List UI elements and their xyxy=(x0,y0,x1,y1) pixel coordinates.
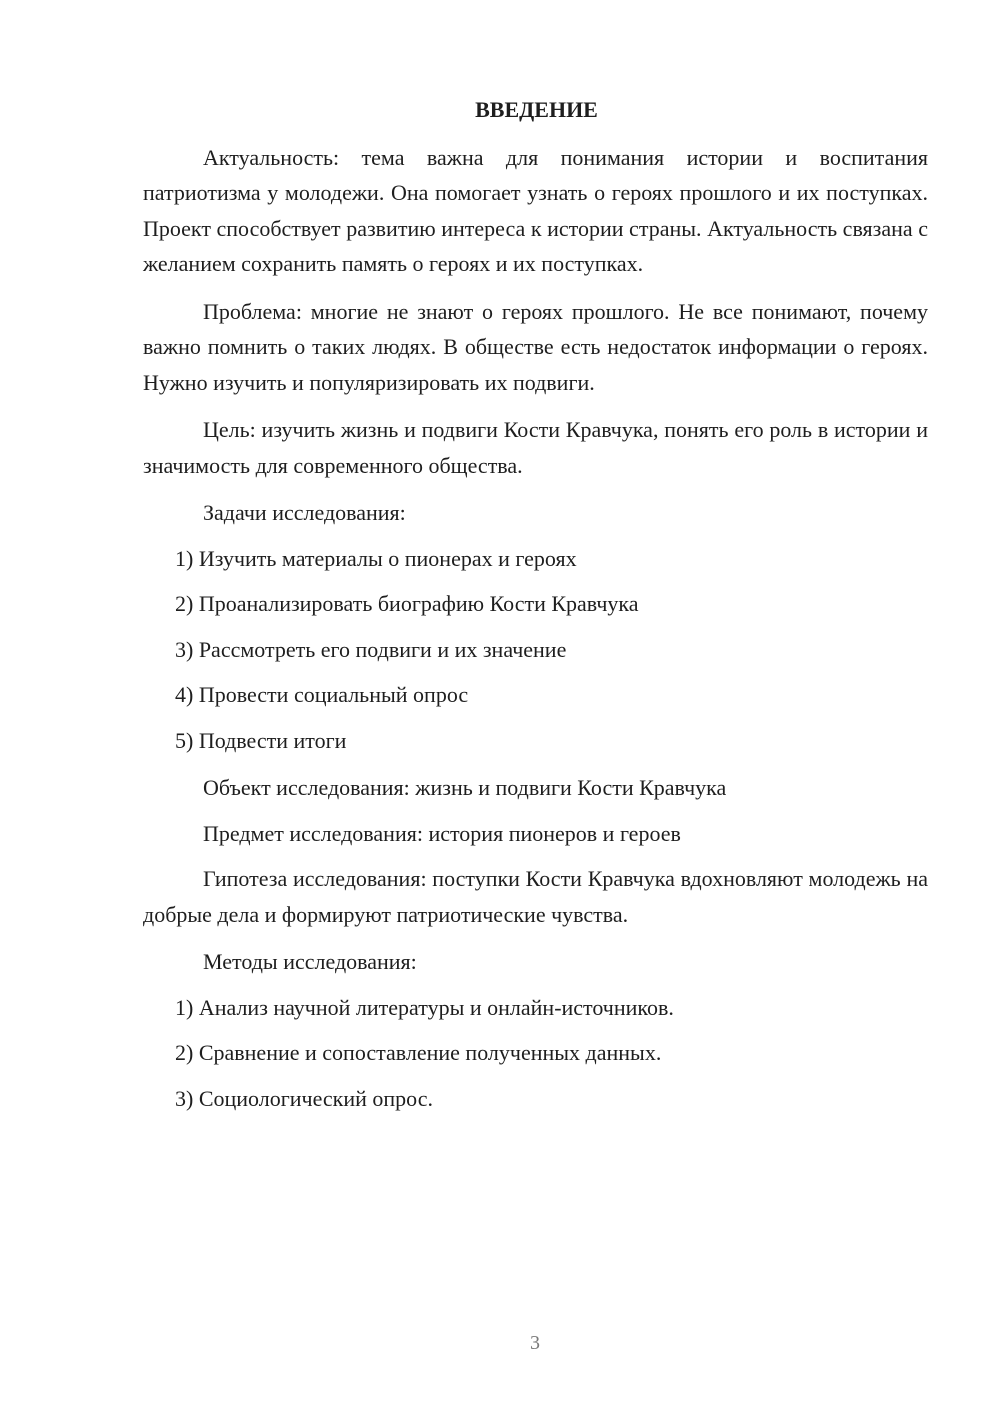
object-line: Объект исследования: жизнь и подвиги Кости Кравчука xyxy=(203,775,727,800)
list-item: 1) Анализ научной литературы и онлайн-источников. xyxy=(175,994,674,1020)
page-number: 3 xyxy=(530,1332,540,1354)
methods-list xyxy=(143,990,928,1117)
list-item: 2) Сравнение и сопоставление полученных данных. xyxy=(175,1040,662,1065)
list-item: 5) Подвести итоги xyxy=(175,727,347,753)
section-title: ВВЕДЕНИЕ xyxy=(475,97,598,122)
subject-line: Предмет исследования: история пионеров и героев xyxy=(203,820,681,846)
tasks-list xyxy=(143,541,928,759)
page-content xyxy=(143,92,928,1126)
tasks-heading: Задачи исследования: xyxy=(203,500,406,525)
relevance-paragraph: Актуальность: тема важна для понимания истории и воспитания патриотизма у молодежи. Она помогает узнать о героях прошлого и их поступках. Проект способствует развитию интереса к истории страны. Актуальность связана с желанием сохранить память о героях и их поступках. xyxy=(143,144,928,276)
hypothesis-paragraph: Гипотеза исследования: поступки Кости Кравчука вдохновляют молодежь на добрые дела и формируют патриотические чувства. xyxy=(143,866,928,927)
list-item: 1) Изучить материалы о пионерах и героях xyxy=(175,545,577,571)
list-item: 3) Социологический опрос. xyxy=(175,1085,433,1111)
problem-paragraph: Проблема: многие не знают о героях прошлого. Не все понимают, почему важно помнить о таких людях. В обществе есть недостаток информации о героях. Нужно изучить и популяризировать их подвиги. xyxy=(143,298,928,395)
methods-heading: Методы исследования: xyxy=(203,949,417,974)
list-item: 2) Проанализировать биографию Кости Кравчука xyxy=(175,591,639,616)
list-item: 4) Провести социальный опрос xyxy=(175,682,469,707)
goal-paragraph: Цель: изучить жизнь и подвиги Кости Кравчука, понять его роль в истории и значимость для современного общества. xyxy=(143,417,928,478)
list-item: 3) Рассмотреть его подвиги и их значение xyxy=(175,636,567,662)
